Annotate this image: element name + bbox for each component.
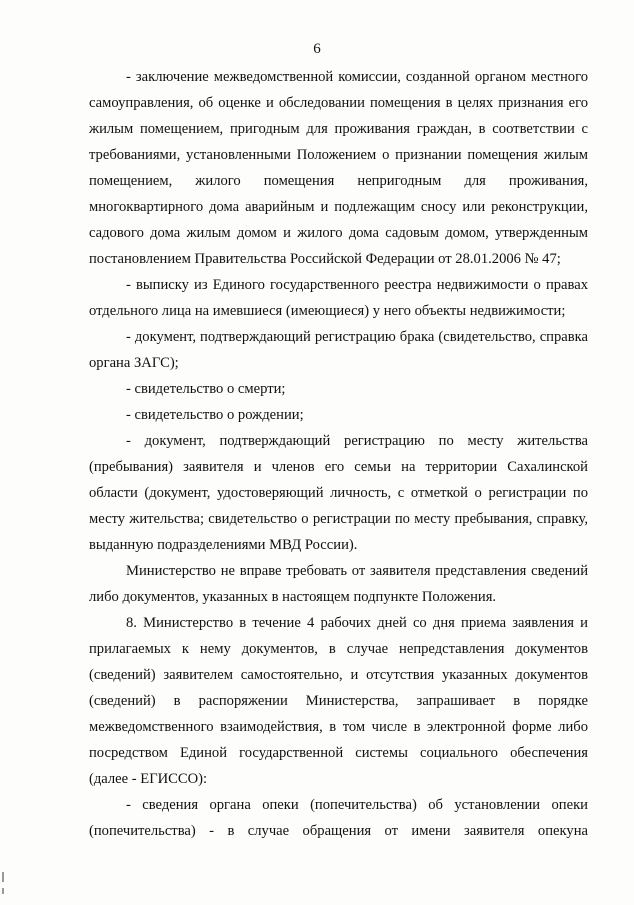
paragraph-death-certificate: - свидетельство о смерти; (126, 381, 286, 397)
paragraph-ministry-restriction: Министерство не вправе требовать от заявителя представления сведений либо документов, указанных в настоящем подпункте Положения. (89, 563, 588, 605)
page-number: 6 (313, 41, 321, 57)
paragraph-birth-certificate: - свидетельство о рождении; (126, 407, 304, 423)
paragraph-real-estate-registry-extract: - выписку из Единого государственного реестра недвижимости о правах отдельного лица на имевшиеся (имеющиеся) у него объекты недвижимости; (89, 277, 588, 319)
paragraph-marriage-registration-document: - документ, подтверждающий регистрацию брака (свидетельство, справка органа ЗАГС); (89, 329, 588, 371)
paragraph-interagency-commission-conclusion: - заключение межведомственной комиссии, созданной органом местного самоуправления, об оценке и обследовании помещения в целях признания его жилым помещением, пригодным для проживания граждан, в соответствии с требованиями, установленными Положением о признании помещения жилым помещением, жилого помещения непригодным для проживания, многоквартирного дома аварийным и подлежащим сносу или реконструкции, садового дома жилым домом и жилого дома садовым домом, утвержденным постановлением Правительства Российской Федерации от 28.01.2006 № 47; (89, 69, 588, 267)
document-body (89, 64, 588, 844)
scan-edge-mark (2, 888, 4, 894)
paragraph-guardianship-information: - сведения органа опеки (попечительства) об установлении опеки (попечительства) - в случае обращения от имени заявителя опекуна (89, 797, 588, 839)
scan-edge-mark (2, 872, 4, 882)
paragraph-residence-registration-document: - документ, подтверждающий регистрацию по месту жительства (пребывания) заявителя и членов его семьи на территории Сахалинской области (документ, удостоверяющий личность, с отметкой о регистрации по месту жительства; свидетельство о регистрации по месту пребывания, справку, выданную подразделениями МВД России). (89, 433, 588, 553)
paragraph-section-8-interagency-requests: 8. Министерство в течение 4 рабочих дней со дня приема заявления и прилагаемых к нему документов, в случае непредставления документов (сведений) заявителем самостоятельно, и отсутствия указанных документов (сведений) в распоряжении Министерства, запрашивает в порядке межведомственного взаимодействия, в том числе в электронной форме либо посредством Единой государственной системы социального обеспечения (далее - ЕГИССО): (89, 615, 588, 787)
